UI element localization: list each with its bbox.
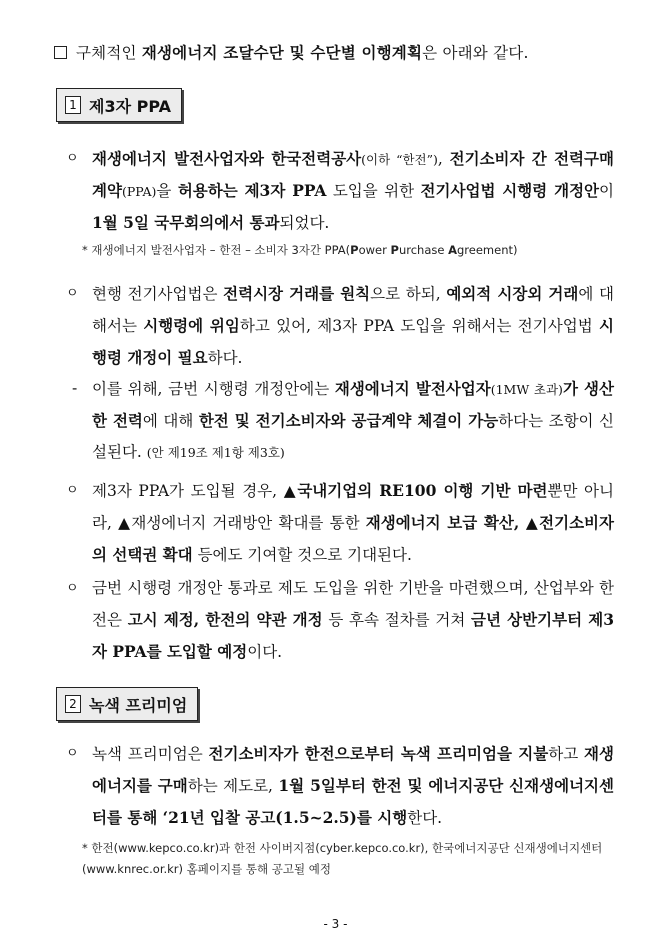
paragraph-follow-up: ㅇ 금번 시행령 개정안 통과로 제도 도입을 위한 기반을 마련했으며, 산업부와 한전은 고시 제정, 한전의 약관 개정 등 후속 절차를 거쳐 금년 상반기부터 제3자 PPA를 도입할 예정이다. [92,573,614,668]
paragraph-amendment-clause: - 이를 위해, 금번 시행령 개정안에는 재생에너지 발전사업자(1MW 초과)가 생산한 전력에 대해 한전 및 전기소비자와 공급계약 체결이 가능하다는 조항이 신설된다. (안 제19조 제1항 제3호) [92,373,614,468]
bullet-circle-icon: ㅇ [66,746,79,761]
paragraph-ppa-passage: ㅇ 재생에너지 발전사업자와 한국전력공사(이하 “한전”), 전기소비자 간 전력구매계약(PPA)을 허용하는 제3자 PPA 도입을 위한 전기사업법 시행령 개정안이 1월 5일 국무회의에서 통과되었다. [92,143,614,239]
bullet-circle-icon: ㅇ [66,286,79,301]
footnote-announcement-sites: * 한전(www.kepco.co.kr)과 한전 사이버지점(cyber.kepco.co.kr), 한국에너지공단 신재생에너지센터(www.knrec.or.kr) 홈페이지를 통해 공고될 예정 [82,841,603,876]
bullet-circle-icon: ㅇ [66,581,79,596]
section-heading-ppa [56,88,182,122]
section-number-box: 1 [65,96,81,114]
paragraph-green-premium: ㅇ 녹색 프리미엄은 전기소비자가 한전으로부터 녹색 프리미엄을 지불하고 재생에너지를 구매하는 제도로, 1월 5일부터 한전 및 에너지공단 신재생에너지센터를 통해 ‘21년 입찰 공고(1.5~2.5)를 시행한다. [92,738,614,834]
intro-line: 구체적인 재생에너지 조달수단 및 수단별 이행계획은 아래와 같다. [54,41,529,63]
paragraph-expected-effects: ㅇ 제3자 PPA가 도입될 경우, ▲국내기업의 RE100 이행 기반 마련뿐만 아니라, ▲재생에너지 거래방안 확대를 통한 재생에너지 보급 확산, ▲전기소비자의 선택권 확대 등에도 기여할 것으로 기대된다. [92,475,614,571]
page-number: - 3 - [323,917,348,931]
bullet-circle-icon: ㅇ [66,151,79,166]
paragraph-current-law: ㅇ 현행 전기사업법은 전력시장 거래를 원칙으로 하되, 예외적 시장외 거래에 대해서는 시행령에 위임하고 있어, 제3자 PPA 도입을 위해서는 전기사업법 시행령 개정이 필요하다. [92,278,614,374]
section-heading-green-premium [56,687,198,721]
section-title: 제3자 PPA [89,96,171,116]
footnote-ppa-definition: * 재생에너지 발전사업자 – 한전 – 소비자 3자간 PPA(Power Purchase Agreement) [82,243,518,257]
checkbox-square-icon [54,46,67,59]
section-number-box: 2 [65,695,81,713]
section-title: 녹색 프리미엄 [89,695,188,715]
dash-bullet: - [72,379,78,397]
bullet-circle-icon: ㅇ [66,483,79,498]
